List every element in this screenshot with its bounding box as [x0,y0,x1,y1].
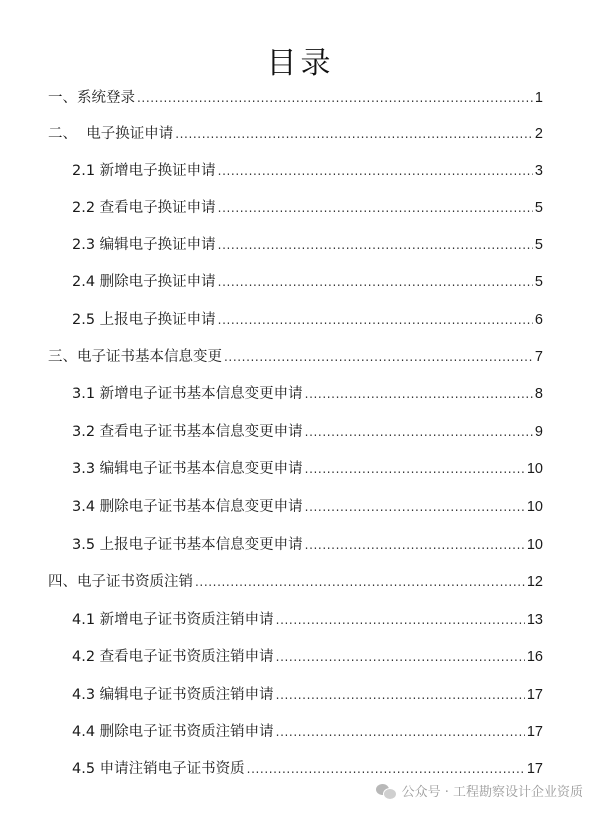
toc-entry-text: 4.4 删除电子证书资质注销申请 [72,724,274,740]
wechat-icon [376,783,396,799]
dot-leader [276,685,525,705]
toc-entry-4-5[interactable] [72,759,543,779]
toc-entry-3-4[interactable] [72,497,543,517]
toc-entry-2-1[interactable] [72,161,543,181]
dot-leader [224,347,533,367]
toc-entry-3-1[interactable] [72,384,543,404]
toc-entry-text: 一、系统登录 [48,90,135,106]
dot-leader [218,161,533,181]
dot-leader [276,722,525,742]
dot-leader [305,459,525,479]
toc-entry-chapter-2[interactable] [48,124,543,144]
toc-entry-text: 3.4 删除电子证书基本信息变更申请 [72,499,303,515]
toc-entry-page: 8 [534,386,543,402]
toc-entry-page: 3 [534,163,543,179]
toc-entry-text: 2.4 删除电子换证申请 [72,274,216,290]
dot-leader [305,384,533,404]
toc-entry-text: 四、电子证书资质注销 [48,574,193,590]
toc-entry-4-4[interactable] [72,722,543,742]
toc-entry-chapter-1[interactable] [48,88,543,108]
toc-entry-text: 3.5 上报电子证书基本信息变更申请 [72,537,303,553]
toc-entry-text: 二、 电子换证申请 [48,126,174,142]
toc-entry-page: 2 [534,126,543,142]
toc-entry-page: 12 [526,574,543,590]
page-title: 目录 [266,46,335,81]
toc-entry-page: 16 [526,649,543,665]
dot-leader [276,647,525,667]
dot-leader [276,610,525,630]
dot-leader [218,310,533,330]
toc-entry-3-3[interactable] [72,459,543,479]
dot-leader [195,572,525,592]
dot-leader [305,535,525,555]
toc-entry-2-5[interactable] [72,310,543,330]
toc-entry-text: 4.5 申请注销电子证书资质 [72,761,245,777]
toc-entry-4-2[interactable] [72,647,543,667]
toc-entry-chapter-4[interactable] [48,572,543,592]
toc-entry-text: 4.1 新增电子证书资质注销申请 [72,612,274,628]
watermark-text: 公众号 · 工程勘察设计企业资质 [401,785,583,800]
toc-entry-page: 5 [534,274,543,290]
toc-entry-page: 10 [526,461,543,477]
watermark [376,781,583,800]
toc-entry-page: 9 [534,424,543,440]
dot-leader [137,88,533,108]
toc-entry-page: 17 [526,687,543,703]
dot-leader [218,235,533,255]
toc-entry-page: 17 [526,724,543,740]
toc-entry-page: 17 [526,761,543,777]
toc-entry-page: 13 [526,612,543,628]
toc-entry-text: 2.3 编辑电子换证申请 [72,237,216,253]
toc-entry-text: 2.2 查看电子换证申请 [72,200,216,216]
dot-leader [247,759,525,779]
toc-entry-2-2[interactable] [72,198,543,218]
dot-leader [218,272,533,292]
toc-entry-2-3[interactable] [72,235,543,255]
toc-entry-3-5[interactable] [72,535,543,555]
toc-entry-page: 6 [534,312,543,328]
toc-entry-page: 5 [534,200,543,216]
dot-leader [175,124,533,144]
toc-entry-text: 3.1 新增电子证书基本信息变更申请 [72,386,303,402]
dot-leader [218,198,533,218]
toc-entry-text: 2.1 新增电子换证申请 [72,163,216,179]
toc-entry-2-4[interactable] [72,272,543,292]
toc-entry-3-2[interactable] [72,422,543,442]
toc-entry-page: 10 [526,499,543,515]
toc-entry-4-1[interactable] [72,610,543,630]
toc-entry-text: 2.5 上报电子换证申请 [72,312,216,328]
toc-entry-text: 3.3 编辑电子证书基本信息变更申请 [72,461,303,477]
toc-entry-chapter-3[interactable] [48,347,543,367]
toc-entry-text: 4.3 编辑电子证书资质注销申请 [72,687,274,703]
dot-leader [305,497,525,517]
dot-leader [305,422,533,442]
toc-entry-4-3[interactable] [72,685,543,705]
toc-entry-page: 1 [534,90,543,106]
toc-entry-text: 3.2 查看电子证书基本信息变更申请 [72,424,303,440]
toc-entry-page: 10 [526,537,543,553]
toc-entry-text: 三、电子证书基本信息变更 [48,349,222,365]
toc-entry-text: 4.2 查看电子证书资质注销申请 [72,649,274,665]
toc-entry-page: 7 [534,349,543,365]
toc-entry-page: 5 [534,237,543,253]
